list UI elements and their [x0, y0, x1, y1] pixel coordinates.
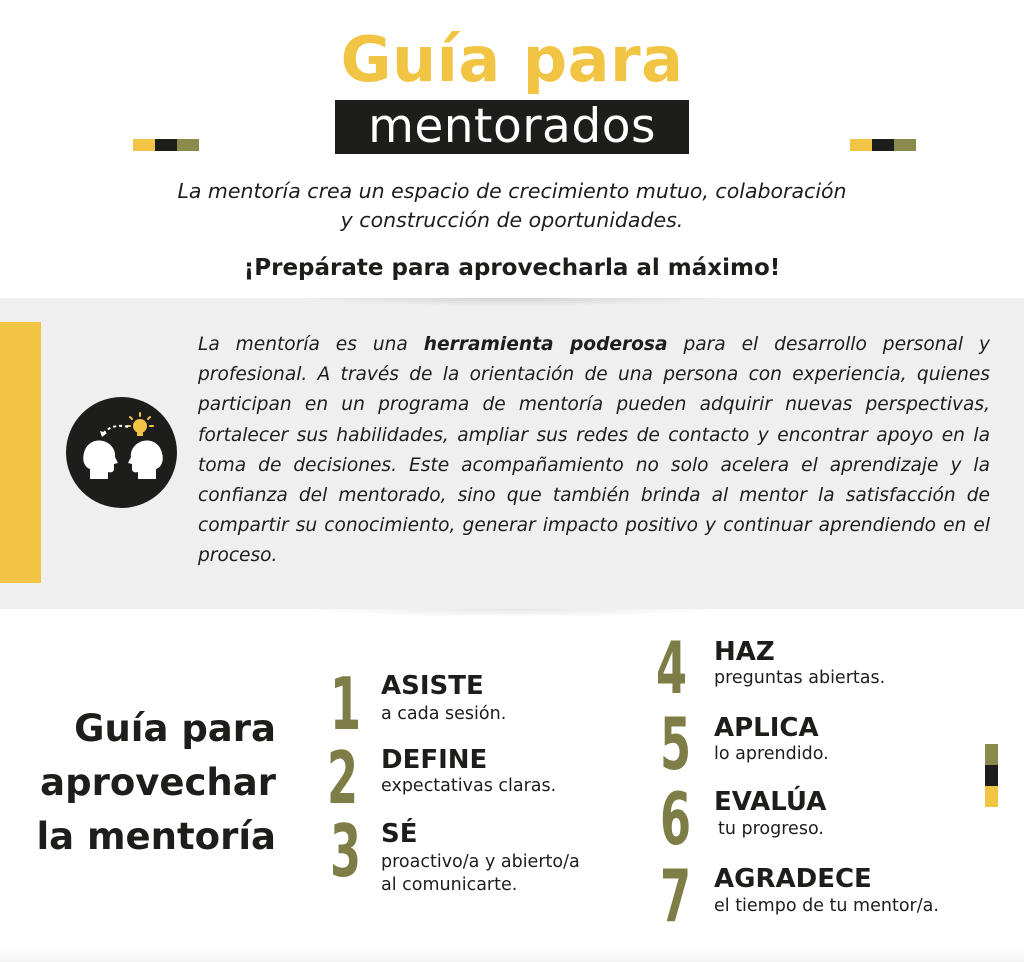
band-shadow-top	[300, 298, 724, 306]
intro-text-emphasis: herramienta poderosa	[423, 334, 668, 355]
step-3	[330, 809, 630, 901]
decorative-bars-right	[850, 139, 916, 151]
step-verb: EVALÚA	[714, 787, 827, 817]
step-verb: APLICA	[714, 713, 819, 743]
intro-text-body: para el desarrollo personal y profesional. A través de la orientación de una persona con experiencia, quienes participan en un programa de mentoría pueden adquirir nuevas perspectivas, fortalecer sus habilidades, ampliar sus redes de contacto y encontrar apoyo en la toma de decisiones. Este acompañamiento no solo acelera el aprendizaje y la confianza del mentorado, sino que también brinda al mentor la satisfacción de compartir su conocimiento, generar impacto positivo y continuar aprendiendo en el proceso.	[198, 334, 990, 567]
subtitle-line-2: y construcción de oportunidades.	[340, 208, 684, 232]
step-verb: ASISTE	[381, 671, 484, 701]
step-description-continued: al comunicarte.	[381, 875, 518, 895]
step-number: 5	[660, 702, 692, 786]
page-title: Guía para	[340, 23, 684, 96]
guide-heading	[14, 702, 276, 864]
step-verb: HAZ	[714, 637, 775, 667]
decorative-bars-vertical	[985, 744, 998, 807]
step-description: tu progreso.	[718, 819, 824, 839]
step-7	[660, 854, 1000, 938]
step-description: proactivo/a y abierto/a	[381, 852, 580, 872]
band-accent-bar	[0, 322, 41, 583]
guide-heading-line-2: aprovechar	[40, 761, 276, 804]
step-6	[660, 777, 980, 861]
step-verb: DEFINE	[381, 745, 488, 775]
step-4	[656, 626, 976, 710]
bottom-strip	[0, 948, 1024, 962]
step-verb: SÉ	[381, 819, 418, 849]
step-1	[330, 662, 630, 746]
subtitle	[0, 177, 1024, 235]
step-5	[660, 702, 980, 786]
step-verb: AGRADECE	[714, 864, 872, 894]
step-number: 7	[660, 854, 692, 938]
intro-paragraph	[198, 330, 990, 572]
step-number: 4	[656, 626, 688, 710]
guide-heading-line-1: Guía para	[74, 707, 276, 750]
step-description: expectativas claras.	[381, 776, 557, 796]
guide-heading-line-3: la mentoría	[36, 815, 276, 858]
decorative-bars-left	[133, 139, 199, 151]
step-number: 6	[660, 777, 692, 861]
step-number: 1	[330, 662, 362, 746]
mentor-mentee-idea-icon	[66, 397, 177, 508]
step-description: preguntas abiertas.	[714, 668, 886, 688]
band-shadow-bottom	[300, 609, 724, 617]
step-number: 2	[327, 736, 359, 820]
step-2	[327, 736, 627, 820]
step-description: el tiempo de tu mentor/a.	[714, 896, 939, 916]
subtitle-line-1: La mentoría crea un espacio de crecimiento mutuo, colaboración	[177, 179, 847, 203]
intro-text-lead: La mentoría es una	[198, 334, 424, 355]
call-to-action: ¡Prepárate para aprovecharla al máximo!	[243, 255, 781, 281]
step-description: lo aprendido.	[714, 744, 829, 764]
step-number: 3	[330, 809, 362, 893]
page-title-highlight: mentorados	[335, 100, 689, 154]
step-description: a cada sesión.	[381, 704, 507, 724]
